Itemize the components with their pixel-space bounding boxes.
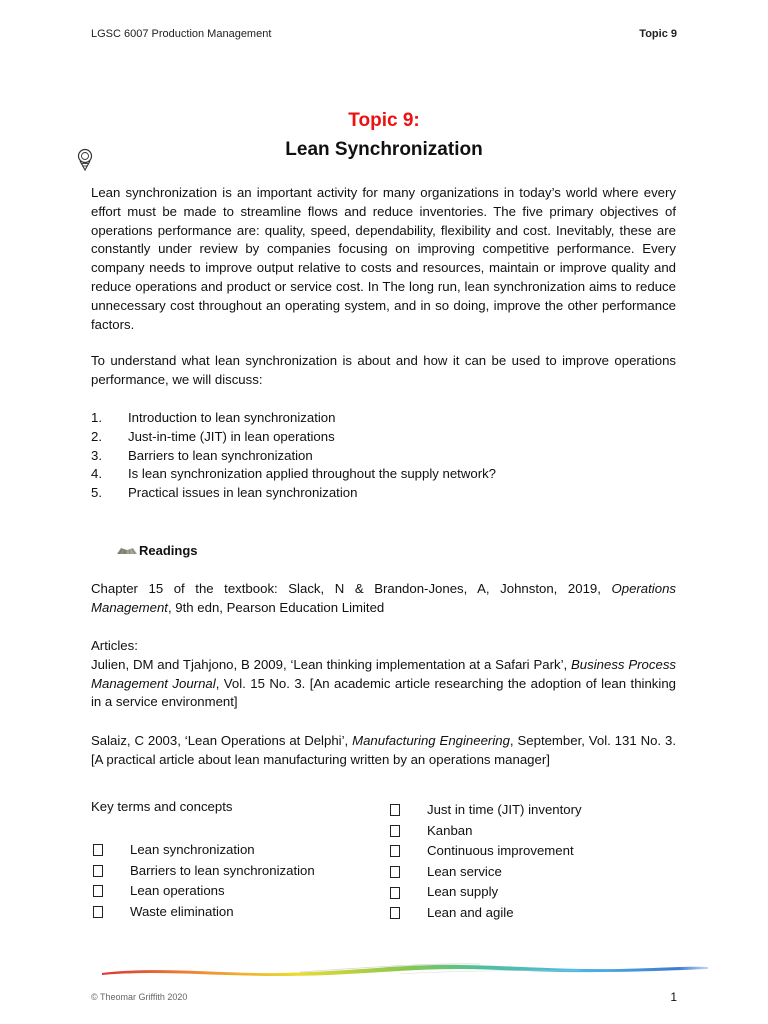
checkbox-bullet-icon <box>390 887 400 899</box>
copyright: © Theomar Griffith 2020 <box>91 992 188 1002</box>
list-item: Barriers to lean synchronization <box>91 861 315 882</box>
open-book-icon <box>116 546 138 555</box>
list-item: 1. Introduction to lean synchronization <box>91 410 336 425</box>
key-terms-heading: Key terms and concepts <box>91 799 233 814</box>
checkbox-bullet-icon <box>390 866 400 878</box>
list-item: 5. Practical issues in lean synchronization <box>91 485 358 501</box>
article-citation-1: Articles: Julien, DM and Tjahjono, B 2009, ‘Lean thinking implementation at a Safari Park’, Business Process Management Journal, Vol. 15 No. 3. [An academic article researching the adoption of lean thinking in a service environment] <box>91 638 677 710</box>
article-citation-2: Salaiz, C 2003, ‘Lean Operations at Delphi’, Manufacturing Engineering, September, Vol. 131 No. 3. [A practical article about lean manufacturing written by an operations manager] <box>91 733 676 767</box>
list-item: Lean supply <box>388 882 582 903</box>
articles-label: Articles: <box>91 638 138 653</box>
intro-paragraph: Lean synchronization is an important activity for many organizations in today’s world where every effort must be made to streamline flows and reduce inventories. The five primary objectives of operations performance are: quality, speed, dependability, flexibility and cost. Inevitably, these are constantly under review by companies focusing on improving competitive performance. Every company needs to improve output relative to costs and resources, maintain or improve quality and reduce operations and product or service cost. In The long run, lean synchronization aims to reduce unnecessary cost throughout an operating system, and in so doing, improve the other performance factors. <box>91 185 676 332</box>
checkbox-bullet-icon <box>390 825 400 837</box>
checkbox-bullet-icon <box>93 844 103 856</box>
list-item: 2. Just-in-time (JIT) in lean operations <box>91 428 335 444</box>
list-item: Waste elimination <box>91 902 315 923</box>
list-item: Kanban <box>388 821 582 842</box>
key-terms-left-list <box>91 840 315 922</box>
lightbulb-icon <box>76 148 94 172</box>
header-topic: Topic 9 <box>639 28 677 40</box>
list-item: Lean operations <box>91 881 315 902</box>
list-item: 4. Is lean synchronization applied throughout the supply network? <box>91 466 497 482</box>
checkbox-bullet-icon <box>390 845 400 857</box>
textbook-citation: Chapter 15 of the textbook: Slack, N & Brandon-Jones, A, Johnston, 2019, Operations Management, 9th edn, Pearson Education Limited <box>91 581 676 615</box>
page-title: Lean Synchronization <box>285 139 483 160</box>
topic-number: Topic 9: <box>348 110 420 131</box>
list-item: Lean service <box>388 862 582 883</box>
header-course: LGSC 6007 Production Management <box>91 28 272 40</box>
page-number: 1 <box>670 990 677 1004</box>
checkbox-bullet-icon <box>93 885 103 897</box>
list-item: 3. Barriers to lean synchronization <box>91 447 313 463</box>
list-item: Continuous improvement <box>388 841 582 862</box>
checkbox-bullet-icon <box>93 865 103 877</box>
discussion-list <box>91 409 676 503</box>
list-item: Just in time (JIT) inventory <box>388 800 582 821</box>
list-item: Lean and agile <box>388 903 582 924</box>
checkbox-bullet-icon <box>390 907 400 919</box>
list-item: Lean synchronization <box>91 840 315 861</box>
rainbow-swoosh-divider <box>100 958 710 980</box>
key-terms-right-list <box>388 800 582 924</box>
readings-heading: Readings <box>116 543 198 558</box>
checkbox-bullet-icon <box>390 804 400 816</box>
checkbox-bullet-icon <box>93 906 103 918</box>
discussion-intro-paragraph: To understand what lean synchronization is about and how it can be used to improve operations performance, we will discuss: <box>91 353 676 387</box>
